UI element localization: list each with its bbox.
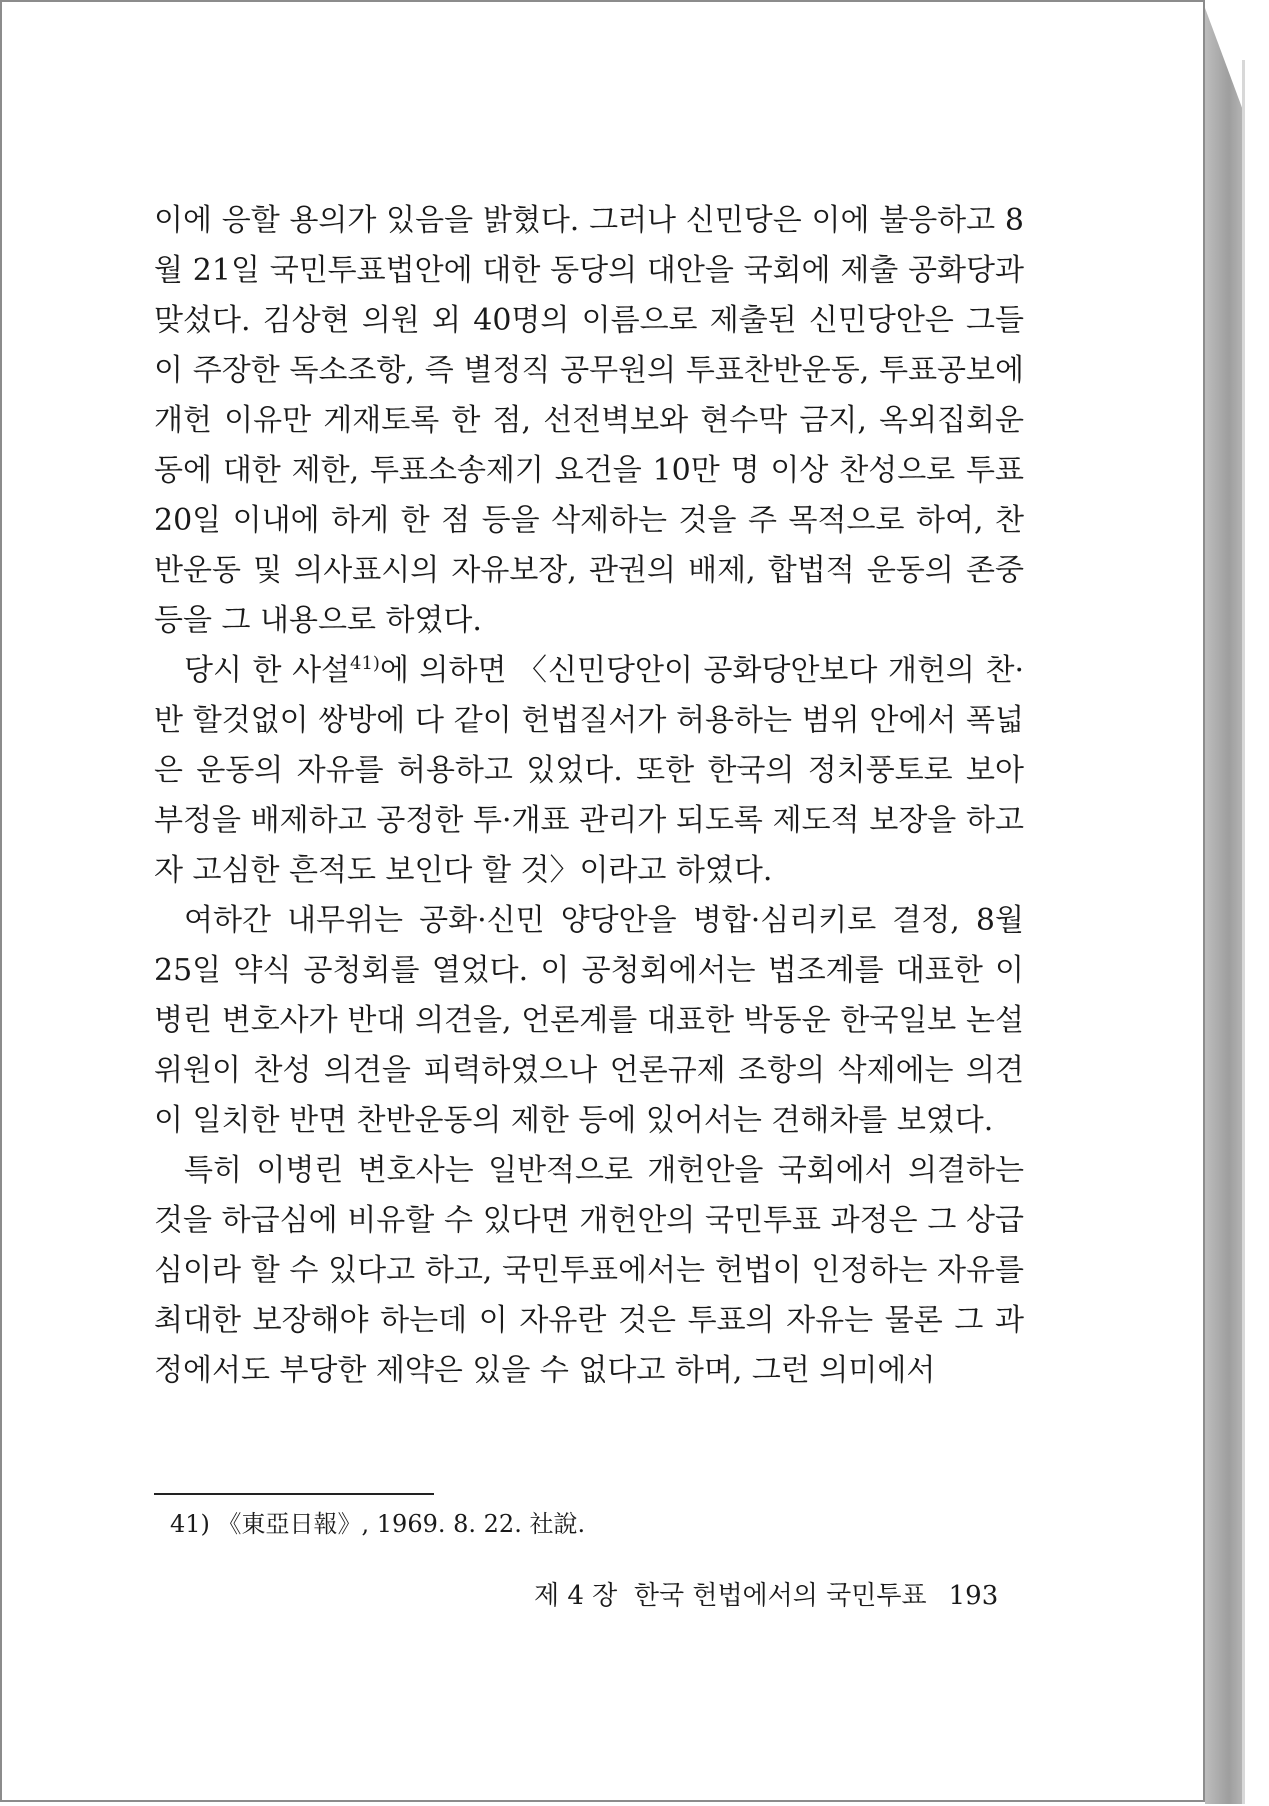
running-footer — [534, 1576, 998, 1616]
footnote-divider — [154, 1493, 434, 1495]
page-stack-highlight — [1242, 60, 1245, 1804]
footnote: 41) 《東亞日報》, 1969. 8. 22. 社說. — [170, 1510, 586, 1538]
page-stack-edge — [1205, 8, 1245, 1804]
paragraph-4: 특히 이병린 변호사는 일반적으로 개헌안을 국회에서 의결하는 것을 하급심에 비유할 수 있다면 개헌안의 국민투표 과정은 그 상급심이라 할 수 있다고 하고, 국민투표에서는 헌법이 인정하는 자유를 최대한 보장해야 하는데 이 자유란 것은 투표의 자유는 물론 그 과정에서도 부당한 제약은 있을 수 없다고 하며, 그런 의미에서 — [154, 1153, 1024, 1388]
chapter-title: 제 4 장 한국 헌법에서의 국민투표 — [534, 1581, 927, 1611]
paragraph-3: 여하간 내무위는 공화·신민 양당안을 병합·심리키로 결정, 8월 25일 약식 공청회를 열었다. 이 공청회에서는 법조계를 대표한 이병린 변호사가 반대 의견을, 언론계를 대표한 박동운 한국일보 논설위원이 찬성 의견을 피력하였으나 언론규제 조항의 삭제에는 의견이 일치한 반면 찬반운동의 제한 등에 있어서는 견해차를 보였다. — [154, 903, 1024, 1138]
paragraph-2-before-ref: 당시 한 사설 — [184, 653, 351, 688]
page-number: 193 — [948, 1581, 999, 1611]
paragraph-1: 이에 응할 용의가 있음을 밝혔다. 그러나 신민당은 이에 불응하고 8월 21일 국민투표법안에 대한 동당의 대안을 국회에 제출 공화당과 맞섰다. 김상현 의원 외 40명의 이름으로 제출된 신민당안은 그들이 주장한 독소조항, 즉 별정직 공무원의 투표찬반운동, 투표공보에 개헌 이유만 게재토록 한 점, 선전벽보와 현수막 금지, 옥외집회운동에 대한 제한, 투표소송제기 요건을 10만 명 이상 찬성으로 투표 20일 이내에 하게 한 점 등을 삭제하는 것을 주 목적으로 하여, 찬반운동 및 의사표시의 자유보장, 관권의 배제, 합법적 운동의 존중 등을 그 내용으로 하였다. — [154, 203, 1024, 638]
paragraph-2 — [154, 646, 1024, 896]
footnote-reference: 41) — [350, 653, 380, 674]
paragraph-2-after-ref: 에 의하면 〈신민당안이 공화당안보다 개헌의 찬·반 할것없이 쌍방에 다 같이 헌법질서가 허용하는 범위 안에서 폭넓은 운동의 자유를 허용하고 있었다. 또한 한국의 정치풍토로 보아 부정을 배제하고 공정한 투·개표 관리가 되도록 제도적 보장을 하고자 고심한 흔적도 보인다 할 것〉이라고 하였다. — [154, 653, 1024, 888]
body-text — [154, 196, 1024, 1396]
